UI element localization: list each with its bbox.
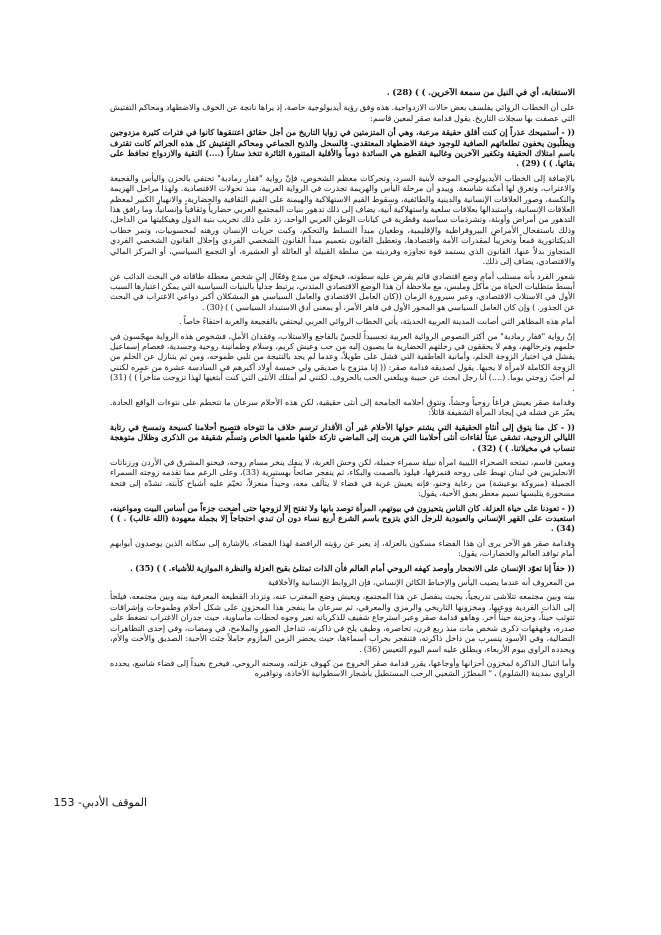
paragraph-p13: (( حقاً إنا تعوّد الإنسان على الانجحار وأوصد كهفه الروحي أمام العالم فأن الذات تمتلئ بقيح العزلة والنظرة الموازية للأشياء. ) ) (35) .: [130, 562, 575, 573]
paragraph-p8: وقدامة صقر يعيش فراغاً روحياً وحشاً، وتتوق أحلامه الجامحة إلى أنثى حقيقية، لكن هذه الأحلام سرعان ما تتحطم على نتوءات الواقع الحادة. يعبّر عن فشله في إيجاد المرأة الشفيفة قائلاً:: [110, 396, 575, 418]
paragraph-p1: الاستغابة، أي في النيل من سمعة الآخرين. ) ) (28) .: [386, 88, 575, 98]
paragraph-p16: وأما انثيال الذاكرة لمخزون أحزانها وأوجاعها، يقرر قدامة صقر الخروج من كهوف عزلته، وسجنه الروحي، فيخرج بعيداً إلى فضاء شاسع، يحدده الراوي بمدينة (الشلوم) ، " المطرّز الشعبي الرحب المستطيل بأشجار الاسطوانية الأخاذة، وتوافيره: [110, 657, 575, 679]
paragraph-p7: إنّ رواية "قفار رمادية" من أكثر النصوص الروائية العربية تجسيداً للحسّ بالفاجع والاستلاب، وفقدان الأمل، فشخوص هذه الرواية مهجّسون في حلمهم وترحالهم، وهم لا يحققون في رحلتهم الحضارية ما يصبون إليه من حب وعيش كريم، وسلام وطمأنينة روحية وجسدية، فعصام إسماعيل يفشل في اختيار الزوجة الحلم، وأمانية العاطفية التي فشل على طويلاً، وعدما لم يجد بالنتيجة من تلبي طموحه، ومن ثم يتنازل عن الحلم من الزوجة الكاملة لامرأة لا يحبها. يقول لصديقه قدامة صقر: (( إنا متزوج يا صديقي ولي خمسة أولاد أكبرهم في السادسة عشرة من عمره لكنني لم أحبّ زوجتي يوماً. (....) أنا رجل ابحث عن حبيبة ويبلغني الحب بالحروف. لكنني لم أمتلك الأنثى التي كنت أبتغيها لهذا تزوجت متأخراً ) ) (31) .: [110, 330, 576, 393]
paragraph-p14: من المعروف أنه عندما يصيب اليأس والإحباط الكائن الإنساني، فإن الروابط الإنسانية والأخلاقية: [267, 577, 575, 588]
article-body: [110, 88, 575, 679]
paragraph-p6: أمام هذه المظاهر التي أصابت المدينة العربية الحديثة، يأتي الخطاب الروائي العربي ليحتفي بالفجيعة والغربة احتفاءً خاصاً .: [178, 316, 575, 327]
paragraph-p5: شعور الفرد بأنه مستلب أمام وضع اقتصادي قائم يفرض عليه سطوته، فيحوّله من مبدع وفعّال إلى شخص معطلة طاقاته في البحث الدائب عن أبسط متطلبات الحياة من مأكل وملبس، مع ملاحظة أن هذا الوضع الاقتصادي المتدني، يرتبط جدلياً بالبنيات السياسية التي يمكن اعتبارها السبب الأول في الاستلاب الاقتصادي، وعبر سيرورة الزمان ((كان العامل الاقتصادي والعامل السياسي هو المشكلان أكبر دواعي الاغتراب في البحث عن الجذور. ) وإن كان العامل السياسي هو المحور الأول في قاهر الأمر، أو بمعنى أدق الاستبداد السياسي ) ) (30) .: [110, 270, 575, 312]
paragraph-p10: ومعين قاسم، تمتحه الصحراء الليبية امرأة نبيلة سمراء جميلة، لكن وحش الغربة، لا ينفك ينخر مسام روحه، فيحنو المشرق في الأردن ورزناتات الانجليزيين في لبنان تهبط على روحه فتمزقها، فيلوذ بالصمت والبكاء، ثم ينفجر صائحاً بهستيرية (33)، وعلى الرغم مما تقدمه زوجته السمراء الجميلة (مبروكة بوعيشة) من رعاية وحنو، فإنه يعيش غربة في فضاء لا يتآلف معه، وحيداً منعزلاً، تخيّم عليه أشباح كآبته، تشدّه إلى فتحة مسحورة يتلبسها نسيم معطر بعبق الأحبة، يقول:: [110, 457, 575, 499]
page-footer: الموقف الأدبي- 153: [53, 796, 147, 809]
paragraph-p9: (( - كل منا يتوق إلى أنثاه الحقيقية التي يشتم حولها الأحلام غير أن الأقدار ترسم خلاف ما تتوخاه فتصبح أحلامنا كسيحة وتمسخ في رتابة الليالي الزوجية، تشقى عبثاً لقاءات أنثى أحلامنا التي هربت إلى الماضي تاركة خلفها طعمها الخاص وتسلّم شقيقة من الذكرى وظلال متوهجة تنساب في مخيلاتنا. ) ) (32) .: [110, 421, 575, 453]
paragraph-p4: بالإضافة إلى الخطاب الأيديولوجي الموجه لأبنية السرد، وتحركات معظم الشخوص، فإنّ رواية "قفار رمادية" تحتفي بالحزن واليأس والفجيعة والاغتراب، وتغرق لها أمكنة شاسعة. ويبدو أن مرحلة اليأس والهزيمة تجذرت في الرواية العربية، منذ تحولات الاقتصادية. ولهذا مراحل الهزيمة والنكسة، وصور العلاقات الإنسانية والدينية والطائفية، وسقوط القيم الاستهلاكية والهيمنة على القيم الثقافية والحضارية، والانهيار الكبير لمعظم العلاقات الإنسانية، واستبدالها بعلاقات سلعية واستهلاكية آنية، يضاف إلى ذلك تدهور بنيات المجتمع العربي حضارياً وثقافياً وإنسانياً، وما رافق هذا التدهور من أمراض وأوبئة، وتشرذمات سياسية وقطرية في كيانات الوطن العربي الواحد، زد على ذلك تخريب بنية الدول وهيكليتها من الداخل، وذلك باستفحال الأمراض البيروقراطية والإقليمية، وطغيان مبدأ التسلط والتحكم، وكبت حريات الإنسان ورهنه لمحسوبيات، وتمر خطاب الديكتاتورية قمعاً وتخريباً لمقدرات الأمة واقتصادها، وتعطيل القانون بتعميم مبدأ القانون الشخصي الفردي وإحلال القانون الشخصي الفردي المتجاوز بدلاً عنها، القانون الذي يستمد قوة تجاوزه وفرديته من سلطة القبيلة أو العائلة أو العشيرة، أو التجمع السياسي، أو المركز المالي والاقتصادي، يضاف إلى ذلك.: [110, 172, 575, 267]
paragraph-p2: على أن الخطاب الروائي يفلسف بعض حالات الازدواجية. هذه وفق رؤية أيديولوجية خاصة، إذ يراها ناتجة عن الخوف والاضطهاد ومحاكم التفتيش التي عصفت بها سجلات التاريخ. يقول قدامة صقر لمعين قاسم:: [110, 102, 575, 123]
paragraph-p11: (( - تعودنا على حياة العزلة. كان الناس يتحيزون في بيوتهم، المرأة توصد بابها ولا تفتح إلا لزوجها حتى أضحت جزءاً من أساس البيت ومواعينه، استعبدت على القهر الإنساني والعبودية للرجل الذي يتزوج باسم الشرع أربع نساء دون أن تبدي احتجاجاً إلا بجملة معهودة (الله غالب) . ) ) (34) .: [110, 502, 575, 534]
paragraph-p12: وقدامة صقر هو الآخر يرى أن هذا الفضاء مسكون بالعزلة، إذ يعبر عن رؤيته الرافضة لهذا الفضاء، بالإشارة إلى سكانه الذين يوصدون أبوابهم أمام توافد العالم والحضارات، يقول:: [110, 537, 575, 559]
paragraph-p15: بينه وبين مجتمعه تتلاشى تدريجياً، بحيث ينفصل عن هذا المجتمع، ويعيش وضع المغترب عنه، وتزداد القطيعة المعرفية بينه وبين مجتمعه، فيلجأ إلى الذات الفردية ووعيها، ومخزونها التاريخي والرمزي والمعرفي، ثم سرعان ما ينفجر هذا المخزون على شكل أحلام وطموحات وإشراقات تتوثب حيناً، وحزينة حيناً آخر. وهاهو قدامة صقر وعبر استرجاع شفيف للذكرياته تعبر وجوه لحظات مأساوية، حيث جدران الاغتراب تضغط على صدره، وفهقهات ذكرى شخص مات منذ ربع قرن، تحاصره، وطيف يلح في ذاكرته، تتداخل الصور والملامح، في ومضات، وفي إحدى التظاهرات النضالية، وفي الأسود يتسرب من داخل ذاكرته، فتنفجر بخراب أسماءها، حيث يحضر الزمن المأزوم حاملاً جثث الأحبة: الصديق والأخت والأم، ويحدده الراوي بيوم الأربعاء، ويطلق عليه اسم اليوم التعيس (36) .: [110, 591, 575, 654]
paragraph-p3: (( - أستميحك عذراً إن كنت أقلق حقيقة مرعبة، وهي أن المتزمتين في زوايا التاريخ من أجل حقائق اعتنقوها كانوا في فترات كثيرة مزدوجين ويطلّبون يخفون تطلعاتهم الصافية للوجود خيفة الاضطهاد المعتقدي. فالسحل والذبح الجماعي ومحاكم التفتيش كل هذه الجرائم كانت تقترف باسم امتلاك الحقيقة وتكفير الآخرين وغالبية القطيع هي السائدة دوماً والأقلية المتنورة الثائرة تتخذ ستاراً (....) التقية والازدواج تحافظ على بقائها. ) ) (29) .: [110, 127, 575, 169]
